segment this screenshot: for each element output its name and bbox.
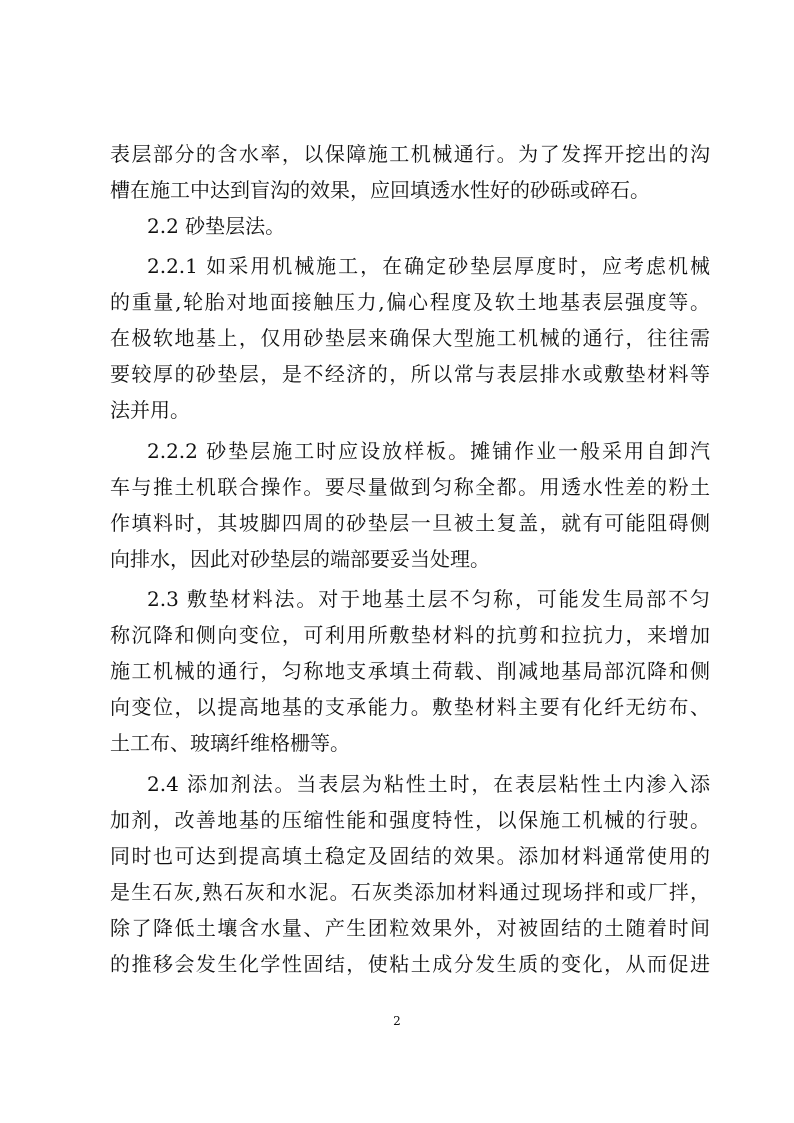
body-line: 2.3 敷垫材料法。对于地基土层不匀称，可能发生局部不匀	[147, 587, 710, 611]
body-line: 加剂，改善地基的压缩性能和强度特性，以保施工机械的行驶。	[110, 808, 710, 832]
body-line: 土工布、玻璃纤维格栅等。	[110, 731, 350, 755]
body-line: 法并用。	[110, 398, 190, 422]
body-line: 车与推土机联合操作。要尽量做到匀称全都。用透水性差的粉土	[110, 475, 710, 499]
body-line: 同时也可达到提高填土稳定及固结的效果。添加材料通常使用的	[110, 844, 710, 868]
body-line: 除了降低土壤含水量、产生团粒效果外，对被固结的土随着时间	[110, 916, 710, 940]
body-line: 是生石灰,熟石灰和水泥。石灰类添加材料通过现场拌和或厂拌，	[110, 880, 710, 904]
body-line: 2.4 添加剂法。当表层为粘性土时，在表层粘性土内渗入添	[147, 772, 710, 796]
body-line: 称沉降和侧向变位，可利用所敷垫材料的抗剪和拉抗力，来增加	[110, 623, 710, 647]
body-line: 向排水，因此对砂垫层的端部要妥当处理。	[110, 547, 490, 571]
page-number: 2	[393, 1014, 401, 1028]
body-line: 槽在施工中达到盲沟的效果，应回填透水性好的砂砾或碎石。	[110, 178, 650, 202]
body-line: 向变位，以提高地基的支承能力。敷垫材料主要有化纤无纺布、	[110, 695, 710, 719]
body-line: 的重量,轮胎对地面接触压力,偏心程度及软土地基表层强度等。	[110, 290, 710, 314]
body-line: 2.2.2 砂垫层施工时应设放样板。摊铺作业一般采用自卸汽	[147, 439, 710, 463]
body-line: 2.2.1 如采用机械施工，在确定砂垫层厚度时，应考虑机械	[147, 254, 710, 278]
body-line: 的推移会发生化学性固结，使粘土成分发生质的变化，从而促进	[110, 952, 710, 976]
body-line: 作填料时，其坡脚四周的砂垫层一旦被土复盖，就有可能阻碍侧	[110, 511, 710, 535]
section-heading: 2.2 砂垫层法。	[147, 214, 286, 238]
body-line: 施工机械的通行，匀称地支承填土荷载、削减地基局部沉降和侧	[110, 659, 710, 683]
body-line: 表层部分的含水率，以保障施工机械通行。为了发挥开挖出的沟	[110, 142, 710, 166]
body-line: 要较厚的砂垫层，是不经济的，所以常与表层排水或敷垫材料等	[110, 362, 710, 386]
body-line: 在极软地基上，仅用砂垫层来确保大型施工机械的通行，往往需	[110, 326, 710, 350]
